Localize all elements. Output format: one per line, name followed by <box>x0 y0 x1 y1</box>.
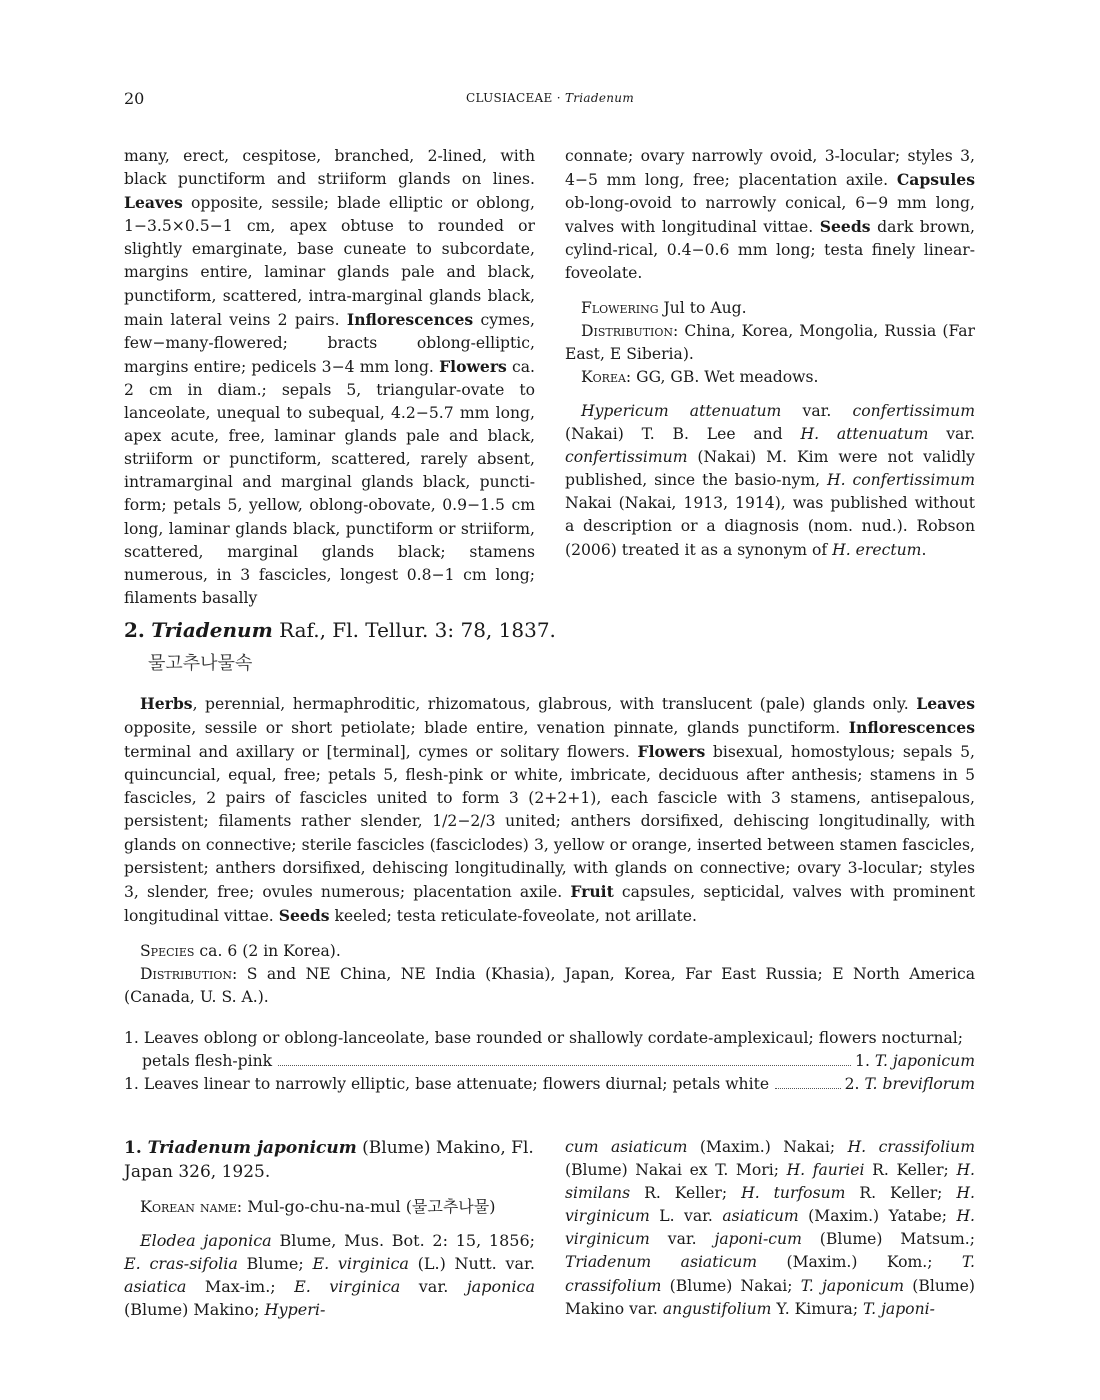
text-run: Fruit <box>570 881 614 901</box>
text-run: (Maxim.) Kom.; <box>757 1253 962 1272</box>
text-run: Max-im.; <box>186 1277 295 1297</box>
text-run: ca. 2 cm in diam.; sepals 5, triangular-ovate to lanceolate, unequal to subequal, 4.2−5.7 mm long, apex acute, free, laminar glands pale and black, striiform or punctiform, scattered, rarely absent, intramarginal and marginal glands black, puncti-form; petals 5, yellow, oblong-obovate, 0.9−1.5 cm long, laminar glands black, punctiform or striiform, scattered, marginal glands black; stamens numerous, in 3 fascicles, longest 0.8−1 cm long; filaments basally <box>124 357 535 607</box>
text-run: E. virginica <box>312 1254 409 1274</box>
text-run: (Blume) Nakai; <box>661 1276 801 1295</box>
text-run: Triadenum japonicum <box>147 1138 357 1158</box>
text-run: Leaves <box>124 193 183 213</box>
paragraph <box>565 145 975 286</box>
paragraph <box>565 366 975 389</box>
key-lead-2: 1. Leaves linear to narrowly elliptic, base attenuate; flowers diurnal; petals white <box>124 1075 770 1094</box>
text-run: var. <box>649 1230 715 1249</box>
text-run: H. turfosum <box>741 1184 846 1203</box>
top-right-column <box>565 145 975 562</box>
text-run: E. virginica <box>294 1277 401 1297</box>
genus-species-distribution <box>124 940 975 1009</box>
paragraph-gap <box>124 1184 535 1195</box>
text-run: asiatica <box>124 1277 187 1297</box>
text-run: dark brown, cylind-rical, 0.4−0.6 mm long; testa finely linear-foveolate. <box>565 218 975 283</box>
text-run: ob-long-ovoid to narrowly conical, 6−9 mm long, valves with longitudinal vittae. <box>565 194 975 237</box>
page-number: 20 <box>124 89 145 108</box>
species-label: Species <box>140 942 195 960</box>
text-run: Blume, Mus. Bot. 2: 15, 1856; <box>271 1231 536 1251</box>
genus-description-text <box>124 692 975 928</box>
text-run: T. japonicum <box>800 1276 905 1295</box>
text-run: terminal and axillary or [terminal], cymes or solitary flowers. <box>124 743 638 762</box>
text-run: cymes, few−many-flowered; bracts oblong-elliptic, margins entire; pedicels 3−4 mm long. <box>124 310 535 376</box>
species-key <box>124 1027 975 1096</box>
text-run: Triadenum asiaticum <box>565 1253 758 1272</box>
key-target-2 <box>845 1073 975 1096</box>
key-target-1-name: T. japonicum <box>874 1052 975 1071</box>
text-run: H. virginicum <box>565 1184 975 1226</box>
key-lead-1: 1. Leaves oblong or oblong-lanceolate, base rounded or shallowly cordate-amplexicaul; flowers nocturnal; <box>124 1029 964 1047</box>
text-run: H. crassifolium <box>847 1138 976 1156</box>
text-run: 1. <box>124 1138 148 1158</box>
text-run: L. var. <box>649 1207 723 1226</box>
text-run: bisexual, homostylous; sepals 5, quincuncial, equal, free; petals 5, flesh-pink or white, imbricate, deciduous after anthesis; stamens in 5 fascicles, 2 pairs of fascicles united to form 3 (2+2+1), each fascicle with 3 stamens, antisepalous, persistent; filaments rather slender, 1/2−2/3 united; anthers dorsifixed, dehiscing longitudinally, with glands on connective; sterile fascicles (fasciclodes) 3, yellow or orange, inserted between stamen fascicles, persistent; anthers dorsifixed, dehiscing longitudinally, with glands on connective; ovary 3-locular; styles 3, slender, free; ovules numerous; placentation axile. <box>124 743 975 901</box>
paragraph <box>565 1136 975 1321</box>
key-lead-1-continuation <box>124 1050 975 1073</box>
paragraph <box>565 320 975 366</box>
text-run: (Maxim.) Nakai; <box>687 1138 848 1156</box>
text-run: opposite, sessile or short petiolate; blade entire, venation pinnate, glands punctiform. <box>124 719 849 738</box>
text-run: confertissimum <box>565 448 688 467</box>
text-run: H. confertissimum <box>827 471 975 490</box>
text-run: H. fauriei <box>786 1161 865 1180</box>
text-run: R. Keller; <box>845 1184 957 1203</box>
text-run: var. <box>928 425 975 444</box>
key-target-1 <box>855 1050 975 1073</box>
text-run: capsules, septicidal, valves with prominent longitudinal vittae. <box>124 882 976 925</box>
text-run: Blume; <box>237 1254 313 1274</box>
text-run: (Blume) Makino; <box>124 1300 265 1320</box>
text-run: var. <box>781 401 853 420</box>
text-run: Inflorescences <box>848 718 975 738</box>
text-run: Y. Kimura; <box>771 1299 864 1318</box>
text-run: T. japoni- <box>863 1299 935 1318</box>
text-run: Elodea japonica <box>140 1231 272 1251</box>
text-run: H. erectum <box>832 540 922 559</box>
text-run: Flowers <box>637 742 706 762</box>
key-couplet-2 <box>124 1073 975 1096</box>
text-run: T. crassifolium <box>565 1253 975 1295</box>
text-run: keeled; testa reticulate-foveolate, not arillate. <box>329 906 697 925</box>
key-target-2-name: T. breviflorum <box>864 1075 975 1094</box>
text-run: E. cras-sifolia <box>124 1254 238 1274</box>
distribution-label: Distribution: <box>140 965 238 984</box>
text-run: Hypericum attenuatum <box>581 401 782 420</box>
text-run: Jul to Aug. <box>658 298 747 317</box>
paragraph <box>565 400 975 562</box>
distribution-text: S and NE China, NE India (Khasia), Japan, Korea, Far East Russia; E North America (Canada, U. S. A.). <box>124 965 975 1007</box>
text-run: Leaves <box>916 694 975 713</box>
text-run: (Nakai) T. B. Lee and <box>565 425 801 444</box>
text-run: cum asiaticum <box>565 1138 688 1156</box>
species-count <box>124 940 975 963</box>
text-run: angustifolium <box>662 1299 772 1318</box>
text-run: confertissimum <box>852 401 975 420</box>
paragraph-gap <box>565 389 975 400</box>
paragraph <box>565 297 975 320</box>
text-run: (Maxim.) Yatabe; <box>798 1207 957 1226</box>
text-run: Hyperi- <box>264 1300 326 1320</box>
genus-number: 2. <box>124 618 145 642</box>
running-header-genus: Triadenum <box>564 91 635 105</box>
text-run: connate; ovary narrowly ovoid, 3-locular; styles 3, 4−5 mm long, free; placentation axile. <box>565 147 975 190</box>
text-run: (Blume) Matsum.; <box>801 1230 975 1249</box>
text-run: Herbs <box>140 694 193 713</box>
text-run: Mul-go-chu-na-mul (물고추나물) <box>242 1197 496 1216</box>
text-run: . <box>921 540 927 559</box>
text-run: japoni-cum <box>714 1230 802 1249</box>
text-run: asiaticum <box>722 1207 799 1226</box>
text-run: var. <box>400 1277 467 1297</box>
text-run: (Blume) Makino var. <box>565 1276 975 1318</box>
key-target-1-number: 1. <box>855 1052 875 1071</box>
text-run: H. attenuatum <box>800 425 929 444</box>
text-run: Seeds <box>819 217 871 237</box>
text-run: opposite, sessile; blade elliptic or oblong, 1−3.5×0.5−1 cm, apex obtuse to rounded or slightly emarginate, base cuneate to subcordate, margins entire, laminar glands pale and black, punctiform, scattered, intra-marginal glands black, main lateral veins 2 pairs. <box>124 194 535 329</box>
genus-heading <box>124 615 556 645</box>
text-run: many, erect, cespitose, branched, 2-lined, with black punctiform and striiform glands on lines. <box>124 147 535 189</box>
text-run: Distribution: <box>581 321 679 340</box>
text-run: japonica <box>466 1277 535 1297</box>
text-run: Korean name: <box>140 1197 243 1216</box>
top-left-column <box>124 145 535 610</box>
key-lead-1-cont-text: petals flesh-pink <box>142 1052 273 1071</box>
bottom-right-column <box>565 1136 975 1321</box>
genus-distribution <box>124 963 975 1009</box>
text-run: GG, GB. Wet meadows. <box>631 367 819 386</box>
paragraph <box>124 1229 535 1321</box>
text-run: Nakai (Nakai, 1913, 1914), was published without a description or a diagnosis (nom. nud.). Robson (2006) treated it as a synonym of <box>565 494 975 559</box>
genus-authority: Raf., Fl. Tellur. 3: 78, 1837. <box>272 618 556 642</box>
text-run: R. Keller; <box>630 1184 742 1203</box>
key-couplet-1 <box>124 1027 975 1073</box>
key-target-2-number: 2. <box>844 1075 865 1094</box>
text-run: Flowers <box>439 356 507 376</box>
text-run: China, Korea, Mongolia, Russia (Far East, E Siberia). <box>565 321 975 363</box>
genus-korean-name: 물고추나물속 <box>148 653 253 674</box>
bottom-left-column <box>124 1136 535 1321</box>
text-run: Seeds <box>278 905 330 925</box>
text-run: R. Keller; <box>864 1161 957 1180</box>
genus-description <box>124 692 975 928</box>
text-run: (Blume) Nakai ex T. Mori; <box>565 1161 787 1180</box>
text-run: , perennial, hermaphroditic, rhizomatous, glabrous, with translucent (pale) glands only. <box>192 695 917 713</box>
text-run: (L.) Nutt. var. <box>408 1254 535 1274</box>
text-run: Flowering <box>581 298 659 317</box>
paragraph <box>124 145 535 610</box>
text-run: H. similans <box>565 1161 975 1203</box>
paragraph-gap <box>565 286 975 297</box>
paragraph <box>124 1195 535 1218</box>
genus-name: Triadenum <box>151 618 273 642</box>
text-run: H. virginicum <box>565 1207 975 1249</box>
running-header-family: CLUSIACEAE · <box>465 91 561 105</box>
species-heading <box>124 1136 535 1184</box>
key-leader-dots <box>775 1087 841 1089</box>
running-header <box>0 91 1100 105</box>
text-run: Korea: <box>581 367 632 386</box>
text-run: (Nakai) M. Kim were not validly published, since the basio-nym, <box>565 448 975 490</box>
key-leader-dots <box>278 1064 851 1066</box>
species-text: ca. 6 (2 in Korea). <box>194 942 341 960</box>
text-run: (Blume) Makino, Fl. Japan 326, 1925. <box>124 1138 534 1182</box>
paragraph-gap <box>124 1218 535 1229</box>
text-run: Capsules <box>896 170 975 190</box>
text-run: Inflorescences <box>346 309 474 329</box>
